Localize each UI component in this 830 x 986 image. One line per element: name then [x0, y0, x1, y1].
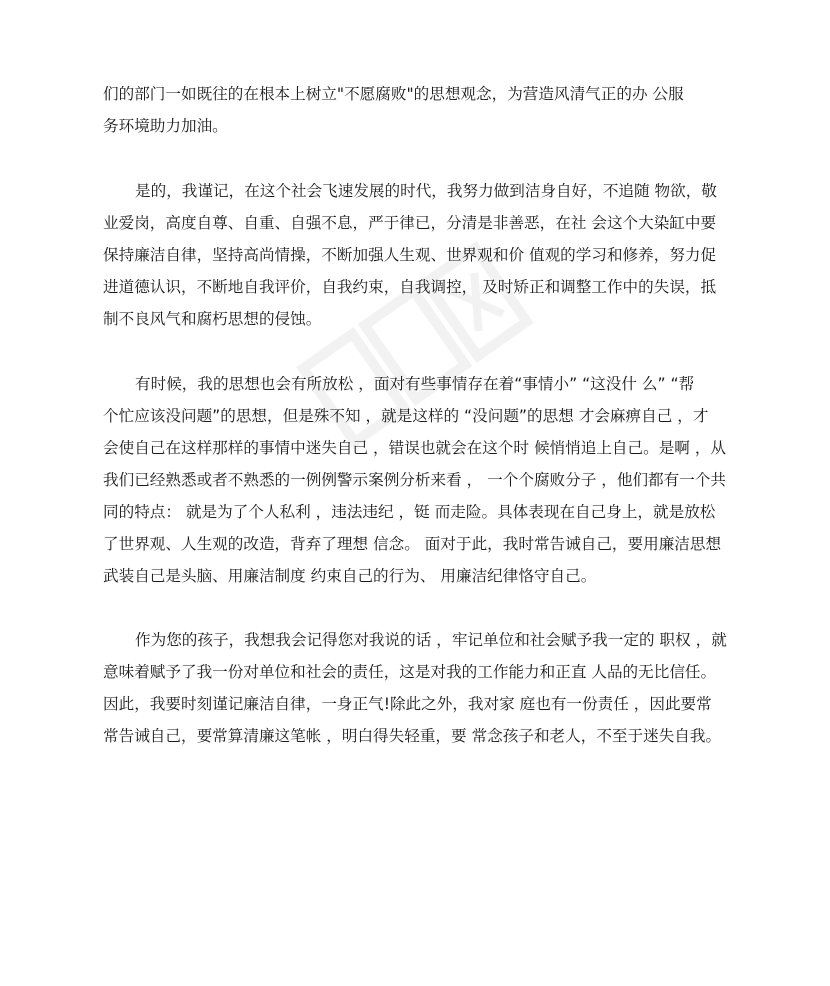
text-line: 意味着赋予了我一份对单位和社会的责任，这是对我的工作能力和正直 人品的无比信任。: [103, 663, 717, 681]
paragraph-3: [103, 368, 733, 592]
text-line: 武装自己是头脑、用廉洁制度 约束自己的行为、 用廉洁纪律恪守自己。: [103, 567, 597, 585]
text-line: 我们已经熟悉或者不熟悉的一例例警示案例分析来看 ， 一个个腐败分子 ，他们都有一个共: [103, 471, 727, 489]
text-line: 进道德认识，不断地自我评价，自我约束，自我调控， 及时矫正和调整工作中的失误，抵: [103, 278, 717, 296]
text-line: 业爱岗，高度自尊、自重、自强不息，严于律已，分清是非善恶，在社 会这个大染缸中要: [103, 214, 717, 232]
text-line: 个忙应该没问题”的思想，但是殊不知 ，就是这样的 “没问题”的思想 才会麻痹自己 ，才: [103, 407, 709, 425]
text-line: 制不良风气和腐朽思想的侵蚀。: [103, 310, 322, 328]
text-line: 了世界观、人生观的改造，背弃了理想 信念。 面对于此，我时常告诫自己，要用廉洁思想: [103, 535, 722, 553]
text-line: 因此，我要时刻谨记廉洁自律，一身正气!除此之外，我对家 庭也有一份责任 ，因此要常: [103, 695, 712, 713]
text-line: 是的，我谨记，在这个社会飞速发展的时代，我努力做到洁身自好，不追随 物欲，敬: [135, 182, 717, 200]
paragraph-2: [103, 175, 733, 335]
text-line: 作为您的孩子，我想我会记得您对我说的话 ，牢记单位和社会赋予我一定的 职权 ，就: [135, 631, 727, 649]
text-line: 同的特点： 就是为了个人私利 ，违法违纪 ，铤 而走险。具体表现在自己身上，就是放松: [103, 503, 716, 521]
paragraph-4: [103, 624, 733, 752]
text-line: 会使自己在这样那样的事情中迷失自己 ，错误也就会在这个时 候悄悄追上自己。是啊 ，从: [103, 439, 727, 457]
text-line: 们的部门一如既往的在根本上树立"不愿腐败"的思想观念，为营造风清气正的办 公服: [103, 85, 684, 103]
text-line: 保持廉洁自律，坚持高尚情操，不断加强人生观、世界观和价 值观的学习和修养，努力促: [103, 246, 717, 264]
text-line: 务环境助力加油。: [103, 117, 228, 135]
text-line: 有时候，我的思想也会有所放松 ，面对有些事情存在着“事情小” “这没什 么” “帮: [135, 375, 695, 393]
text-line: 常告诫自己，要常算清廉这笔帐 ，明白得失轻重，要 常念孩子和老人，不至于迷失自我。: [103, 727, 722, 745]
paragraph-1: [103, 78, 733, 142]
